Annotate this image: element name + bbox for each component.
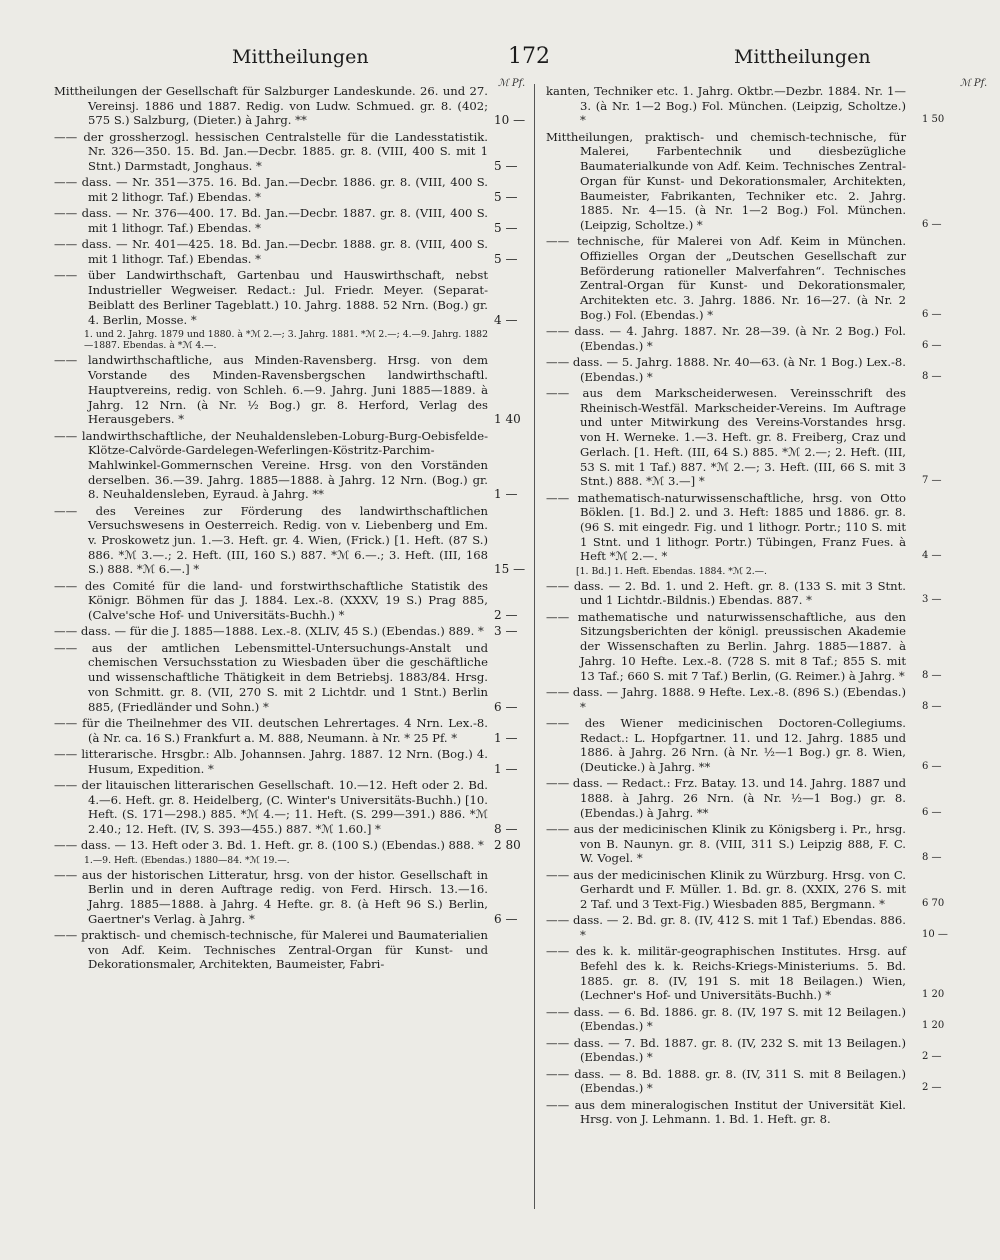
catalog-entry: —— aus der medicinischen Klinik zu Würzburg. Hrsg. von C. Gerhardt und F. Müller. 1. Bd. gr. 8. (XXIX, 276 S. mit 2 Taf. und 3 Text-Fig.) Wiesbaden 885, Bergmann. * 6 70 xyxy=(546,867,945,912)
catalog-entry: Mittheilungen, praktisch- und chemisch-technische, für Malerei, Farbentechnik und diesbezügliche Baumaterialkunde von Adf. Keim. Technisches Zentral-Organ für Kunst- und Dekorationsmaler, Architekten, Baumeister, Fabrikanten, Techniker etc. 2. Jahrg. 1885. Nr. 4—15. (à Nr. 1—2 Bog.) Fol. München. (Leipzig, Scholtze.) * 6 — xyxy=(546,129,942,232)
catalog-entry: —— landwirthschaftliche, der Neuhaldensleben-Loburg-Burg-Oebisfelde-Klötze-Calvörde-Gardelegen-Weferlingen-Köstritz-Parchim-Mahlwinkel-Gommernschen Vereine. Hrsg. von den Vorständen derselben. 36.—39. Jahrg. 1885—1888. à Jahrg. 12 Nrn. (Bog.) gr. 8. Neuhaldensleben, Eyraud. à Jahrg. ** 1 — xyxy=(54,428,518,502)
catalog-entry: —— des Vereines zur Förderung des landwirthschaftlichen Versuchswesens in Oesterreich. Redig. von v. Liebenberg und Em. v. Proskowetz jun. 1.—3. Heft. gr. 4. Wien, (Frick.) [1. Heft. (87 S.) 886. *ℳ 3.—.; 2. Heft. (III, 160 S.) 887. *ℳ 6.—.; 3. Heft. (III, 168 S.) 888. *ℳ 6.—.] * 15 — xyxy=(54,503,526,577)
entry-text: —— des Wiener medicinischen Doctoren-Collegiums. Redact.: L. Hopfgartner. 11. und 12. Jahrg. 1885 und 1886. à Jahrg. 26 Nrn. (à Nr. ½—1 Bog.) gr. 8. Wien, (Deuticke.) à Jahrg. ** xyxy=(546,715,906,774)
catalog-entry: Mittheilungen der Gesellschaft für Salzburger Landeskunde. 26. und 27. Vereinsj. 1886 und 1887. Redig. von Ludw. Schmued. gr. 8. (402; 575 S.) Salzburg, (Dieter.) à Jahrg. ** 10 — xyxy=(54,84,526,128)
catalog-entry: —— dass. — 6. Bd. 1886. gr. 8. (IV, 197 S. mit 12 Beilagen.) (Ebendas.) * 1 20 xyxy=(546,1004,945,1034)
catalog-entry: —— dass. — 7. Bd. 1887. gr. 8. (IV, 232 S. mit 13 Beilagen.) (Ebendas.) * 2 — xyxy=(546,1035,942,1065)
entry-text: —— dass. — Nr. 376—400. 17. Bd. Jan.—Decbr. 1887. gr. 8. (VIII, 400 S. mit 1 lithogr. Taf.) Ebendas. * xyxy=(54,206,488,236)
catalog-entry: —— dass. — für die J. 1885—1888. Lex.-8. (XLIV, 45 S.) (Ebendas.) 889. * 3 — xyxy=(54,624,518,639)
entry-text: Mittheilungen, praktisch- und chemisch-technische, für Malerei, Farbentechnik und diesbezügliche Baumaterialkunde von Adf. Keim. Technisches Zentral-Organ für Kunst- und Dekorationsmaler, Architekten, Baumeister, Fabrikanten, Techniker etc. 2. Jahrg. 1885. Nr. 4—15. (à Nr. 1—2 Bog.) Fol. München. (Leipzig, Scholtze.) * xyxy=(546,129,906,232)
catalog-entry: —— dass. — 8. Bd. 1888. gr. 8. (IV, 311 S. mit 8 Beilagen.) (Ebendas.) * 2 — xyxy=(546,1066,942,1096)
entry-text: —— technische, für Malerei von Adf. Keim in München. Offizielles Organ der „Deutschen Gesellschaft zur Beförderung rationeller Malverfahren“. Technisches Zentral-Organ für Kunst- und Dekorationsmaler, Architekten etc. 3. Jahrg. 1886. Nr. 16—27. (à Nr. 2 Bog.) Fol. (Ebendas.) * xyxy=(546,234,906,322)
entry-text: —— aus dem Markscheiderwesen. Vereinsschrift des Rheinisch-Westfäl. Markscheider-Vereins. Im Auftrage und unter Mitwirkung des Vereins-Vorstandes hrsg. von H. Werneke. 1.—3. Heft. gr. 8. Freiberg, Craz und Gerlach. [1. Heft. (III, 64 S.) 885. *ℳ 2.—; 2. Heft. (III, 53 S. mit 1 Taf.) 887. *ℳ 2.—; 3. Heft. (III, 66 S. mit 3 Stnt.) 888. *ℳ 3.—] * xyxy=(546,386,906,489)
catalog-entry: —— der grossherzogl. hessischen Centralstelle für die Landesstatistik. Nr. 326—350. 15. Bd. Jan.—Decbr. 1885. gr. 8. (VIII, 400 S. mit 1 Stnt.) Darmstadt, Jonghaus. * 5 — xyxy=(54,129,518,174)
running-head-left: Mittheilungen xyxy=(232,46,369,68)
catalog-entry: —— dass. — Nr. 376—400. 17. Bd. Jan.—Decbr. 1887. gr. 8. (VIII, 400 S. mit 1 lithogr. Taf.) Ebendas. * 5 — xyxy=(54,206,518,236)
entry-text: —— dass. — 7. Bd. 1887. gr. 8. (IV, 232 S. mit 13 Beilagen.) (Ebendas.) * xyxy=(546,1035,906,1065)
entry-text: —— dass. — Redact.: Frz. Batay. 13. und 14. Jahrg. 1887 und 1888. à Jahrg. 26 Nrn. (à Nr. ½—1 Bog.) gr. 8. (Ebendas.) à Jahrg. ** xyxy=(546,776,906,820)
catalog-entry: —— der litauischen litterarischen Gesellschaft. 10.—12. Heft oder 2. Bd. 4.—6. Heft. gr. 8. Heidelberg, (C. Winter's Universitäts-Buchh.) [10. Heft. (S. 171—298.) 885. *ℳ 4.—; 11. Heft. (S. 299—391.) 886. *ℳ 2.40.; 12. Heft. (IV, S. 393—455.) 887. *ℳ 1.60.] * 8 — xyxy=(54,777,518,836)
catalog-entry: —— dass. — Jahrg. 1888. 9 Hefte. Lex.-8. (896 S.) (Ebendas.) * 8 — xyxy=(546,684,942,714)
catalog-entry: —— technische, für Malerei von Adf. Keim in München. Offizielles Organ der „Deutschen Gesellschaft zur Beförderung rationeller Malverfahren“. Technisches Zentral-Organ für Kunst- und Dekorationsmaler, Architekten etc. 3. Jahrg. 1886. Nr. 16—27. (à Nr. 2 Bog.) Fol. (Ebendas.) * 6 — xyxy=(546,234,942,322)
catalog-entry xyxy=(546,566,952,578)
catalog-entry xyxy=(546,1098,952,1127)
catalog-entry xyxy=(54,928,528,972)
catalog-entry xyxy=(54,855,528,867)
left-column xyxy=(54,84,528,974)
catalog-entry: —— aus der historischen Litteratur, hrsg. von der histor. Gesellschaft in Berlin und in deren Auftrage redig. von Ferd. Hirsch. 13.—16. Jahrg. 1885—1888. à Jahrg. 4 Hefte. gr. 8. (à Heft 96 S.) Berlin, Gaertner's Verlag. à Jahrg. * 6 — xyxy=(54,867,518,926)
entry-text: —— dass. — Nr. 401—425. 18. Bd. Jan.—Decbr. 1888. gr. 8. (VIII, 400 S. mit 1 lithogr. Taf.) Ebendas. * xyxy=(54,237,488,267)
catalog-entry: —— aus der medicinischen Klinik zu Königsberg i. Pr., hrsg. von B. Naunyn. gr. 8. (VIII, 311 S.) Leipzig 888, F. C. W. Vogel. * 8 — xyxy=(546,821,942,866)
entry-text: —— dass. — 2. Bd. 1. und 2. Heft. gr. 8. (133 S. mit 3 Stnt. und 1 Lichtdr.-Bildnis.) Ebendas. 887. * xyxy=(546,578,906,608)
catalog-entry: —— für die Theilnehmer des VII. deutschen Lehrertages. 4 Nrn. Lex.-8. (à Nr. ca. 16 S.) Frankfurt a. M. 888, Neumann. à Nr. * 25 Pf. * 1 — xyxy=(54,715,518,745)
entry-text: —— aus der medicinischen Klinik zu Königsberg i. Pr., hrsg. von B. Naunyn. gr. 8. (VIII, 311 S.) Leipzig 888, F. C. W. Vogel. * xyxy=(546,821,906,866)
entry-text: —— dass. — 6. Bd. 1886. gr. 8. (IV, 197 S. mit 12 Beilagen.) (Ebendas.) * xyxy=(546,1004,906,1034)
catalog-entry: —— dass. — 5. Jahrg. 1888. Nr. 40—63. (à Nr. 1 Bog.) Lex.-8. (Ebendas.) * 8 — xyxy=(546,355,942,384)
catalog-entry: —— dass. — 2. Bd. gr. 8. (IV, 412 S. mit 1 Taf.) Ebendas. 886. * 10 — xyxy=(546,913,948,943)
catalog-entry: —— dass. — 2. Bd. 1. und 2. Heft. gr. 8. (133 S. mit 3 Stnt. und 1 Lichtdr.-Bildnis.) Ebendas. 887. * 3 — xyxy=(546,578,942,608)
catalog-entry: —— dass. — 13. Heft oder 3. Bd. 1. Heft. gr. 8. (100 S.) (Ebendas.) 888. * 2 80 xyxy=(54,838,521,853)
catalog-entry: —— des k. k. militär-geographischen Institutes. Hrsg. auf Befehl des k. k. Reichs-Kriegs-Ministeriums. 5. Bd. 1885. gr. 8. (IV, 191 S. mit 18 Beilagen.) Wien, (Lechner's Hof- und Universitäts-Buchh.) * 1 20 xyxy=(546,944,945,1003)
entry-text: —— dass. — Nr. 351—375. 16. Bd. Jan.—Decbr. 1886. gr. 8. (VIII, 400 S. mit 2 lithogr. Taf.) Ebendas. * xyxy=(54,175,488,205)
entry-text: —— dass. — 8. Bd. 1888. gr. 8. (IV, 311 S. mit 8 Beilagen.) (Ebendas.) * xyxy=(546,1066,906,1096)
entry-text: kanten, Techniker etc. 1. Jahrg. Oktbr.—Dezbr. 1884. Nr. 1—3. (à Nr. 1—2 Bog.) Fol. München. (Leipzig, Scholtze.) * xyxy=(546,84,906,128)
entry-text: —— für die Theilnehmer des VII. deutschen Lehrertages. 4 Nrn. Lex.-8. (à Nr. ca. 16 S.) Frankfurt a. M. 888, Neumann. à Nr. * 25 Pf. * xyxy=(54,715,488,745)
entry-text: —— mathematische und naturwissenschaftliche, aus den Sitzungsberichten der königl. preussischen Akademie der Wissenschaften zu Berlin. Jahrg. 1885—1887. à Jahrg. 10 Hefte. Lex.-8. (728 S. mit 8 Taf.; 855 S. mit 13 Taf.; 660 S. mit 7 Taf.) Berlin, (G. Reimer.) à Jahrg. * xyxy=(546,609,906,683)
catalog-entry: kanten, Techniker etc. 1. Jahrg. Oktbr.—Dezbr. 1884. Nr. 1—3. (à Nr. 1—2 Bog.) Fol. München. (Leipzig, Scholtze.) * 1 50 xyxy=(546,84,945,128)
entry-text: —— landwirthschaftliche, der Neuhaldensleben-Loburg-Burg-Oebisfelde-Klötze-Calvörde-Gardelegen-Weferlingen-Köstritz-Parchim-Mahlwinkel-Gommernschen Vereine. Hrsg. von den Vorständen derselben. 36.—39. Jahrg. 1885—1888. à Jahrg. 12 Nrn. (Bog.) gr. 8. Neuhaldensleben, Eyraud. à Jahrg. ** xyxy=(54,428,488,502)
catalog-entry: —— mathematische und naturwissenschaftliche, aus den Sitzungsberichten der königl. preussischen Akademie der Wissenschaften zu Berlin. Jahrg. 1885—1887. à Jahrg. 10 Hefte. Lex.-8. (728 S. mit 8 Taf.; 855 S. mit 13 Taf.; 660 S. mit 7 Taf.) Berlin, (G. Reimer.) à Jahrg. * 8 — xyxy=(546,609,942,683)
entry-text: —— praktisch- und chemisch-technische, für Malerei und Baumaterialien von Adf. Keim. Technisches Zentral-Organ für Kunst- und Dekorationsmaler, Architekten, Baumeister, Fabri- xyxy=(54,928,488,972)
entry-text: —— dass. — 4. Jahrg. 1887. Nr. 28—39. (à Nr. 2 Bog.) Fol. (Ebendas.) * xyxy=(546,324,906,353)
entry-text: —— aus der historischen Litteratur, hrsg. von der histor. Gesellschaft in Berlin und in deren Auftrage redig. von Ferd. Hirsch. 13.—16. Jahrg. 1885—1888. à Jahrg. 4 Hefte. gr. 8. (à Heft 96 S.) Berlin, Gaertner's Verlag. à Jahrg. * xyxy=(54,867,488,926)
entry-text: —— der grossherzogl. hessischen Centralstelle für die Landesstatistik. Nr. 326—350. 15. Bd. Jan.—Decbr. 1885. gr. 8. (VIII, 400 S. mit 1 Stnt.) Darmstadt, Jonghaus. * xyxy=(54,129,488,174)
entry-text: Mittheilungen der Gesellschaft für Salzburger Landeskunde. 26. und 27. Vereinsj. 1886 und 1887. Redig. von Ludw. Schmued. gr. 8. (402; 575 S.) Salzburg, (Dieter.) à Jahrg. ** xyxy=(54,84,488,128)
entry-text: —— dass. — 2. Bd. gr. 8. (IV, 412 S. mit 1 Taf.) Ebendas. 886. * xyxy=(546,913,906,943)
entry-text: —— litterarische. Hrsgbr.: Alb. Johannsen. Jahrg. 1887. 12 Nrn. (Bog.) 4. Husum, Expedition. * xyxy=(54,746,488,776)
catalog-entry: —— litterarische. Hrsgbr.: Alb. Johannsen. Jahrg. 1887. 12 Nrn. (Bog.) 4. Husum, Expedition. * 1 — xyxy=(54,746,518,776)
currency-label-right: ℳ Pf. xyxy=(960,78,988,89)
catalog-entry: —— aus dem Markscheiderwesen. Vereinsschrift des Rheinisch-Westfäl. Markscheider-Vereins. Im Auftrage und unter Mitwirkung des Vereins-Vorstandes hrsg. von H. Werneke. 1.—3. Heft. gr. 8. Freiberg, Craz und Gerlach. [1. Heft. (III, 64 S.) 885. *ℳ 2.—; 2. Heft. (III, 53 S. mit 1 Taf.) 887. *ℳ 2.—; 3. Heft. (III, 66 S. mit 3 Stnt.) 888. *ℳ 3.—] * 7 — xyxy=(546,386,942,489)
entry-text: 1.—9. Heft. (Ebendas.) 1880—84. *ℳ 19.—. xyxy=(84,854,290,866)
entry-text: —— aus der amtlichen Lebensmittel-Untersuchungs-Anstalt und chemischen Versuchsstation zu Wiesbaden über die geschäftliche und wissenschaftliche Thätigkeit in dem Betriebsj. 1883/84. Hrsg. von Schmitt. gr. 8. (VII, 270 S. mit 2 Lichtdr. und 1 Stnt.) Berlin 885, (Friedländer und Sohn.) * xyxy=(54,640,488,714)
page-number: 172 xyxy=(508,44,550,69)
entry-text: —— über Landwirthschaft, Gartenbau und Hauswirthschaft, nebst Industrieller Wegweiser. Redact.: Jul. Friedr. Meyer. (Separat-Beiblatt des Berliner Tageblatt.) 10. Jahrg. 1888. 52 Nrn. (Bog.) gr. 4. Berlin, Mosse. * xyxy=(54,268,488,327)
entry-text: —— landwirthschaftliche, aus Minden-Ravensberg. Hrsg. von dem Vorstande des Minden-Ravensbergschen landwirthschaftl. Hauptvereins, redig. von Schleh. 6.—9. Jahrg. Juni 1885—1889. à Jahrg. 12 Nrn. (à Nr. ½ Bog.) gr. 8. Herford, Verlag des Herausgebers. * xyxy=(54,353,488,427)
entry-text: —— aus der medicinischen Klinik zu Würzburg. Hrsg. von C. Gerhardt und F. Müller. 1. Bd. gr. 8. (XXIX, 276 S. mit 2 Taf. und 3 Text-Fig.) Wiesbaden 885, Bergmann. * xyxy=(546,867,906,912)
catalog-entry: —— des Wiener medicinischen Doctoren-Collegiums. Redact.: L. Hopfgartner. 11. und 12. Jahrg. 1885 und 1886. à Jahrg. 26 Nrn. (à Nr. ½—1 Bog.) gr. 8. Wien, (Deuticke.) à Jahrg. ** 6 — xyxy=(546,715,942,774)
entry-text: —— des k. k. militär-geographischen Institutes. Hrsg. auf Befehl des k. k. Reichs-Kriegs-Ministeriums. 5. Bd. 1885. gr. 8. (IV, 191 S. mit 18 Beilagen.) Wien, (Lechner's Hof- und Universitäts-Buchh.) * xyxy=(546,944,906,1003)
entry-text: —— dass. — für die J. 1885—1888. Lex.-8. (XLIV, 45 S.) (Ebendas.) 889. * xyxy=(54,624,484,639)
entry-text: —— der litauischen litterarischen Gesellschaft. 10.—12. Heft oder 2. Bd. 4.—6. Heft. gr. 8. Heidelberg, (C. Winter's Universitäts-Buchh.) [10. Heft. (S. 171—298.) 885. *ℳ 4.—; 11. Heft. (S. 299—391.) 886. *ℳ 2.40.; 12. Heft. (IV, S. 393—455.) 887. *ℳ 1.60.] * xyxy=(54,777,488,836)
entry-text: 1. und 2. Jahrg. 1879 und 1880. à *ℳ 2.—; 3. Jahrg. 1881. *ℳ 2.—; 4.—9. Jahrg. 1882—1887. Ebendas. à *ℳ 4.—. xyxy=(84,328,488,352)
running-head-right: Mittheilungen xyxy=(734,46,871,68)
catalog-entry: —— landwirthschaftliche, aus Minden-Ravensberg. Hrsg. von dem Vorstande des Minden-Ravensbergschen landwirthschaftl. Hauptvereins, redig. von Schleh. 6.—9. Jahrg. Juni 1885—1889. à Jahrg. 12 Nrn. (à Nr. ½ Bog.) gr. 8. Herford, Verlag des Herausgebers. * 1 40 xyxy=(54,353,521,427)
entry-text: —— mathematisch-naturwissenschaftliche, hrsg. von Otto Böklen. [1. Bd.] 2. und 3. Heft: 1885 und 1886. gr. 8. (96 S. mit eingedr. Fig. und 1 lithogr. Portr.; 110 S. mit 1 Stnt. und 1 lithogr. Portr.) Tübingen, Franz Fues. à Heft *ℳ 2.—. * xyxy=(546,490,906,564)
entry-text: —— dass. — 5. Jahrg. 1888. Nr. 40—63. (à Nr. 1 Bog.) Lex.-8. (Ebendas.) * xyxy=(546,355,906,384)
catalog-entry: —— des Comité für die land- und forstwirthschaftliche Statistik des Königr. Böhmen für das J. 1884. Lex.-8. (XXXV, 19 S.) Prag 885, (Calve'sche Hof- und Universitäts-Buchh.) * 2 — xyxy=(54,578,518,623)
catalog-entry xyxy=(54,329,528,352)
entry-text: —— aus dem mineralogischen Institut der Universität Kiel. Hrsg. von J. Lehmann. 1. Bd. 1. Heft. gr. 8. xyxy=(546,1097,906,1127)
currency-label-left: ℳ Pf. xyxy=(498,78,526,89)
right-column xyxy=(546,84,952,1129)
entry-text: [1. Bd.] 1. Heft. Ebendas. 1884. *ℳ 2.—. xyxy=(576,565,767,577)
entry-text: —— dass. — 13. Heft oder 3. Bd. 1. Heft. gr. 8. (100 S.) (Ebendas.) 888. * xyxy=(54,838,484,853)
catalog-entry: —— dass. — Nr. 401—425. 18. Bd. Jan.—Decbr. 1888. gr. 8. (VIII, 400 S. mit 1 lithogr. Taf.) Ebendas. * 5 — xyxy=(54,237,518,267)
column-divider xyxy=(534,84,535,1209)
catalog-entry: —— über Landwirthschaft, Gartenbau und Hauswirthschaft, nebst Industrieller Wegweiser. Redact.: Jul. Friedr. Meyer. (Separat-Beiblatt des Berliner Tageblatt.) 10. Jahrg. 1888. 52 Nrn. (Bog.) gr. 4. Berlin, Mosse. * 4 — xyxy=(54,268,518,327)
catalog-entry: —— mathematisch-naturwissenschaftliche, hrsg. von Otto Böklen. [1. Bd.] 2. und 3. Heft: 1885 und 1886. gr. 8. (96 S. mit eingedr. Fig. und 1 lithogr. Portr.; 110 S. mit 1 Stnt. und 1 lithogr. Portr.) Tübingen, Franz Fues. à Heft *ℳ 2.—. * 4 — xyxy=(546,490,942,564)
entry-text: —— dass. — Jahrg. 1888. 9 Hefte. Lex.-8. (896 S.) (Ebendas.) * xyxy=(546,684,906,714)
catalog-entry: —— dass. — Redact.: Frz. Batay. 13. und 14. Jahrg. 1887 und 1888. à Jahrg. 26 Nrn. (à Nr. ½—1 Bog.) gr. 8. (Ebendas.) à Jahrg. ** 6 — xyxy=(546,776,942,820)
catalog-entry: —— aus der amtlichen Lebensmittel-Untersuchungs-Anstalt und chemischen Versuchsstation zu Wiesbaden über die geschäftliche und wissenschaftliche Thätigkeit in dem Betriebsj. 1883/84. Hrsg. von Schmitt. gr. 8. (VII, 270 S. mit 2 Lichtdr. und 1 Stnt.) Berlin 885, (Friedländer und Sohn.) * 6 — xyxy=(54,640,518,714)
catalog-entry: —— dass. — Nr. 351—375. 16. Bd. Jan.—Decbr. 1886. gr. 8. (VIII, 400 S. mit 2 lithogr. Taf.) Ebendas. * 5 — xyxy=(54,175,518,205)
catalog-entry: —— dass. — 4. Jahrg. 1887. Nr. 28—39. (à Nr. 2 Bog.) Fol. (Ebendas.) * 6 — xyxy=(546,324,942,353)
entry-text: —— des Vereines zur Förderung des landwirthschaftlichen Versuchswesens in Oesterreich. Redig. von v. Liebenberg und Em. v. Proskowetz jun. 1.—3. Heft. gr. 4. Wien, (Frick.) [1. Heft. (87 S.) 886. *ℳ 3.—.; 2. Heft. (III, 160 S.) 887. *ℳ 6.—.; 3. Heft. (III, 168 S.) 888. *ℳ 6.—.] * xyxy=(54,503,488,577)
entry-text: —— des Comité für die land- und forstwirthschaftliche Statistik des Königr. Böhmen für das J. 1884. Lex.-8. (XXXV, 19 S.) Prag 885, (Calve'sche Hof- und Universitäts-Buchh.) * xyxy=(54,578,488,623)
